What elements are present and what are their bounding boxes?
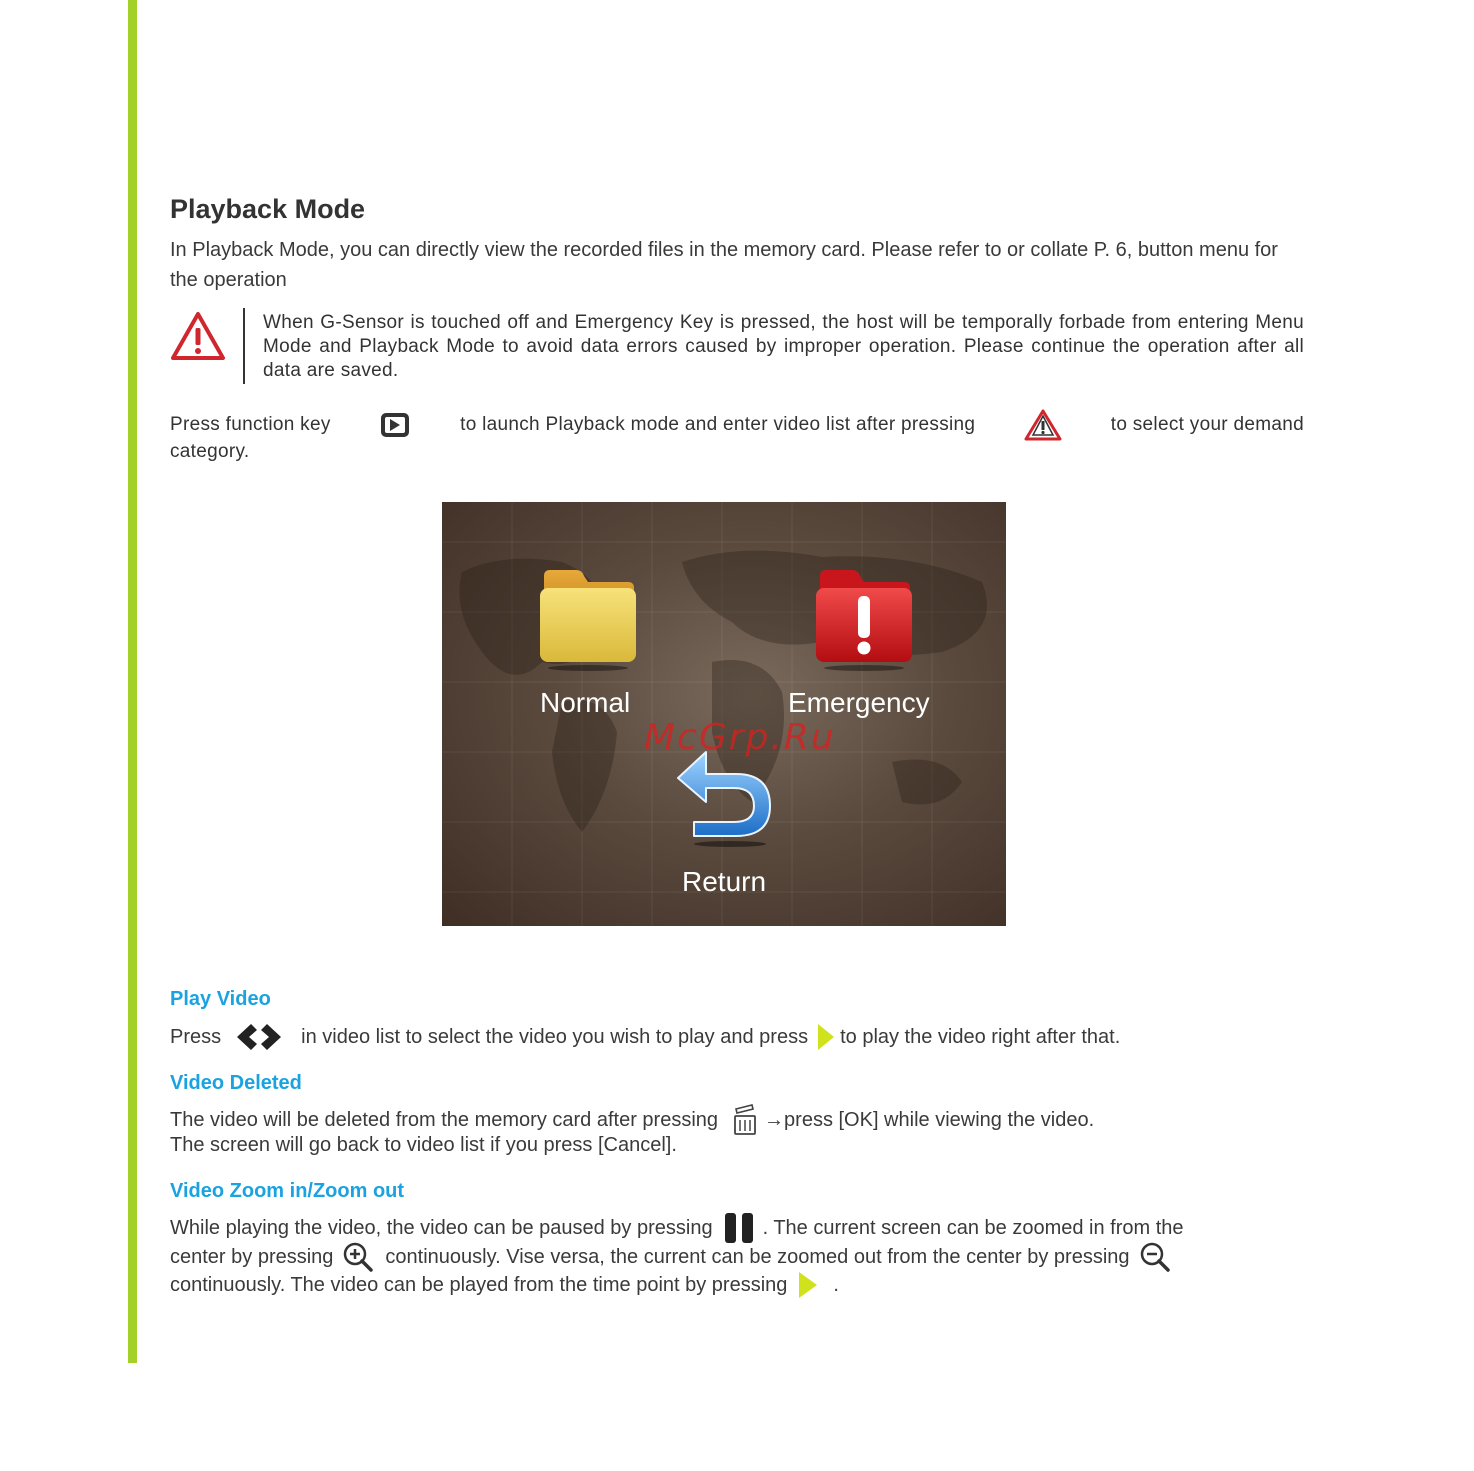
page-title: Playback Mode xyxy=(170,194,366,224)
video-deleted-text-1: The video will be deleted from the memory card after pressing xyxy=(170,1108,719,1131)
play-video-text-3: to play the video right after that. xyxy=(840,1025,1121,1048)
press-text-2: to launch Playback mode and enter video list after pressing xyxy=(460,414,976,435)
warning-divider xyxy=(243,308,245,384)
warning-text: When G-Sensor is touched off and Emergency Key is pressed, the host will be temporally forbade from entering Menu Mode and Playback Mode to avoid data errors caused by improper operation. Please continue the operation after all data are saved. xyxy=(263,312,1304,381)
zoom-line-3 xyxy=(170,1270,839,1300)
press-function-paragraph xyxy=(170,410,1304,464)
emergency-folder-icon[interactable] xyxy=(814,568,914,672)
zoom-text-4: continuously. Vise versa, the current can be zoomed out from the center by pressing xyxy=(385,1245,1130,1268)
zoom-heading: Video Zoom in/Zoom out xyxy=(170,1180,405,1202)
video-deleted-line-1 xyxy=(170,1104,1094,1136)
play-video-text xyxy=(170,1022,1120,1052)
video-deleted-text-2: →press [OK] while viewing the video. xyxy=(764,1108,1095,1131)
zoom-text-5: continuously. The video can be played from the time point by pressing xyxy=(170,1273,788,1296)
video-deleted-heading: Video Deleted xyxy=(170,1072,302,1094)
emergency-key-icon xyxy=(1024,409,1062,441)
accent-side-bar xyxy=(128,0,137,1363)
zoom-line-1 xyxy=(170,1212,1184,1244)
zoom-line-2 xyxy=(170,1242,1170,1272)
zoom-out-icon xyxy=(1140,1242,1170,1272)
play-video-text-2: in video list to select the video you wish to play and press xyxy=(301,1025,809,1048)
zoom-text-2: . The current screen can be zoomed in from the xyxy=(762,1216,1184,1239)
video-deleted-line-2: The screen will go back to video list if you press [Cancel]. xyxy=(170,1134,677,1156)
return-label[interactable]: Return xyxy=(682,866,767,897)
warning-note xyxy=(170,308,1304,386)
play-video-heading: Play Video xyxy=(170,988,271,1010)
zoom-text-6: . xyxy=(833,1273,839,1296)
warning-triangle-icon xyxy=(170,311,226,366)
normal-folder-icon[interactable] xyxy=(538,568,638,672)
intro-paragraph: In Playback Mode, you can directly view the recorded files in the memory card. Please refer to or collate P. 6, button menu for the operation xyxy=(170,239,1278,291)
playback-key-icon xyxy=(379,411,411,439)
left-right-arrows-icon xyxy=(229,1022,293,1052)
play-triangle-icon xyxy=(797,1270,819,1300)
watermark-text: McGrp.Ru xyxy=(644,717,836,758)
play-video-text-1: Press xyxy=(170,1025,222,1048)
emergency-label[interactable]: Emergency xyxy=(788,687,930,718)
return-arrow-icon[interactable] xyxy=(674,748,776,848)
trash-icon xyxy=(730,1104,760,1136)
play-triangle-icon xyxy=(816,1022,836,1052)
press-text-1: Press function key xyxy=(170,414,331,435)
press-text-4: category. xyxy=(170,441,250,462)
zoom-in-icon xyxy=(343,1242,373,1272)
press-text-3: to select your demand xyxy=(1110,414,1304,435)
pause-icon xyxy=(723,1212,755,1244)
zoom-text-3: center by pressing xyxy=(170,1245,334,1268)
normal-label[interactable]: Normal xyxy=(540,687,631,718)
zoom-text-1: While playing the video, the video can be paused by pressing xyxy=(170,1216,713,1239)
playback-menu-screen xyxy=(442,502,1006,926)
